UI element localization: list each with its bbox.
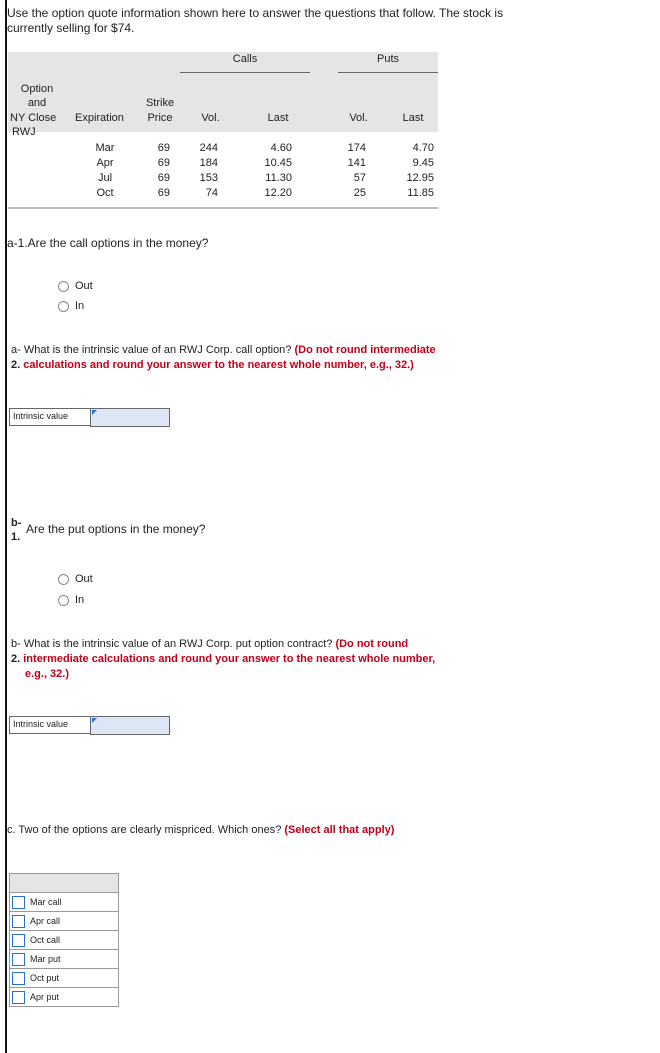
checklist-item-label: Oct call	[30, 935, 61, 945]
table-cell-strike: 69	[157, 157, 170, 169]
option-quote-table	[8, 52, 438, 212]
checklist-header	[9, 873, 119, 893]
table-bottom-line	[8, 207, 438, 209]
left-border	[5, 0, 7, 1053]
col-option-line3: NY Close	[10, 112, 57, 124]
intrinsic-value-input-a[interactable]	[90, 408, 170, 427]
question-b2-note2: intermediate calculations and round your answer to the nearest whole number,	[23, 653, 436, 665]
puts-header: Puts	[376, 53, 399, 65]
input-flag-icon	[92, 410, 97, 415]
col-call-vol: Vol.	[201, 112, 220, 124]
checklist-item[interactable]	[9, 893, 119, 912]
radio-a1-out[interactable]	[58, 280, 93, 292]
table-cell-exp: Oct	[96, 187, 114, 199]
table-cell-exp: Jul	[97, 172, 113, 184]
table-cell-cvol: 184	[199, 157, 218, 169]
question-c	[7, 823, 394, 838]
table-cell-clast: 11.30	[265, 172, 292, 184]
question-b1-num: 1.	[11, 531, 21, 543]
radio-circle[interactable]	[58, 574, 69, 585]
col-expiration: Expiration	[75, 112, 124, 124]
checklist-item-label: Oct put	[30, 973, 60, 983]
intrinsic-value-label-b: Intrinsic value	[9, 716, 92, 734]
table-cell-plast: 4.70	[412, 142, 434, 154]
checkbox[interactable]	[12, 896, 25, 909]
question-b2-note3: e.g., 32.)	[25, 668, 70, 680]
table-cell-cvol: 244	[199, 142, 218, 154]
table-cell-clast: 10.45	[264, 157, 292, 169]
col-strike-line2: Price	[147, 112, 173, 124]
checklist-item[interactable]	[9, 950, 119, 969]
checklist-item-label: Mar call	[30, 897, 62, 907]
table-cell-clast: 4.60	[270, 142, 292, 154]
radio-label: Out	[75, 573, 93, 585]
col-strike-line1: Strike	[145, 97, 175, 109]
puts-underline	[338, 72, 438, 73]
radio-circle[interactable]	[58, 301, 69, 312]
question-b1-prefix: b-	[11, 517, 22, 529]
table-cell-pvol: 57	[353, 172, 366, 184]
question-a2-note: (Do not round intermediate	[294, 344, 436, 356]
table-cell-strike: 69	[157, 142, 170, 154]
col-call-last: Last	[267, 112, 289, 124]
radio-label: In	[75, 594, 85, 606]
checklist-item-label: Apr put	[30, 992, 60, 1002]
col-put-vol: Vol.	[349, 112, 368, 124]
radio-b1-out[interactable]	[58, 573, 93, 585]
table-cell-pvol: 174	[347, 142, 366, 154]
question-b2-num: 2.	[11, 653, 21, 665]
checklist-item[interactable]	[9, 931, 119, 950]
ticker: RWJ	[12, 126, 36, 138]
checklist-item[interactable]	[9, 988, 119, 1007]
radio-b1-in[interactable]	[58, 594, 84, 606]
question-b2-note: (Do not round	[335, 638, 409, 650]
radio-a1-in[interactable]	[58, 300, 84, 312]
mispriced-options-checklist	[9, 873, 119, 1007]
checkbox[interactable]	[12, 972, 25, 985]
question-a2-text: a- What is the intrinsic value of an RWJ Corp. call option?	[11, 344, 292, 356]
checkbox[interactable]	[12, 934, 25, 947]
question-a2	[11, 343, 511, 373]
table-cell-exp: Mar	[95, 142, 115, 154]
question-a2-note2: calculations and round your answer to the nearest whole number, e.g., 32.)	[23, 359, 414, 371]
question-b2	[11, 637, 503, 682]
input-flag-icon	[92, 718, 97, 723]
radio-label: In	[75, 300, 85, 312]
checkbox[interactable]	[12, 915, 25, 928]
table-cell-pvol: 141	[347, 157, 366, 169]
checkbox[interactable]	[12, 953, 25, 966]
calls-header: Calls	[232, 53, 258, 65]
checklist-item-label: Apr call	[30, 916, 61, 926]
table-cell-exp: Apr	[96, 157, 114, 169]
radio-label: Out	[75, 280, 93, 292]
col-option-line2: and	[27, 97, 47, 109]
table-cell-strike: 69	[157, 187, 170, 199]
checkbox[interactable]	[12, 991, 25, 1004]
question-c-note: (Select all that apply)	[284, 824, 395, 836]
checklist-item[interactable]	[9, 969, 119, 988]
table-cell-plast: 9.45	[412, 157, 434, 169]
table-cell-cvol: 74	[205, 187, 218, 199]
question-a1: a-1.Are the call options in the money?	[7, 236, 209, 250]
question-a2-num: 2.	[11, 359, 21, 371]
intro-text: Use the option quote information shown here to answer the questions that follow. The stock is currently selling for $74.	[7, 6, 504, 35]
question-c-text: c. Two of the options are clearly mispriced. Which ones?	[7, 824, 282, 836]
table-cell-plast: 11.85	[407, 187, 434, 199]
table-cell-cvol: 153	[199, 172, 218, 184]
checklist-item-label: Mar put	[30, 954, 61, 964]
radio-circle[interactable]	[58, 281, 69, 292]
table-cell-plast: 12.95	[406, 172, 434, 184]
table-cell-clast: 12.20	[264, 187, 292, 199]
col-put-last: Last	[402, 112, 424, 124]
table-cell-pvol: 25	[353, 187, 366, 199]
question-b2-text: b- What is the intrinsic value of an RWJ Corp. put option contract?	[11, 638, 333, 650]
table-cell-strike: 69	[157, 172, 170, 184]
calls-underline	[180, 72, 310, 73]
radio-circle[interactable]	[58, 595, 69, 606]
intrinsic-value-input-b[interactable]	[90, 716, 170, 735]
col-option-line1: Option	[20, 83, 54, 95]
intrinsic-value-label-a: Intrinsic value	[9, 408, 92, 426]
checklist-item[interactable]	[9, 912, 119, 931]
question-b1: Are the put options in the money?	[26, 522, 206, 536]
